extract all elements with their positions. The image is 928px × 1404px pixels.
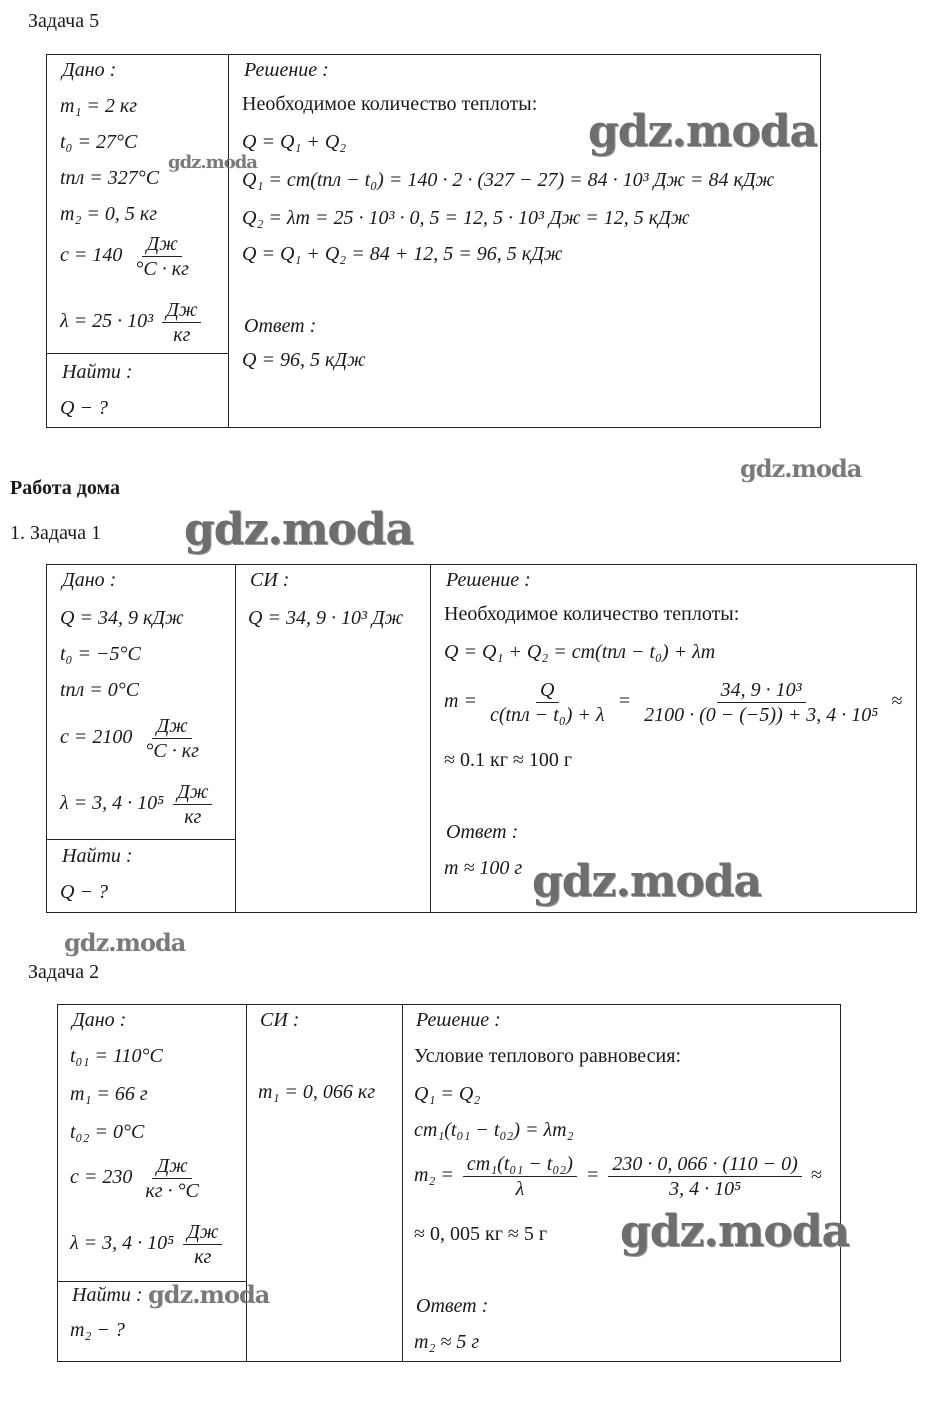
task1-given-c	[60, 716, 207, 761]
task1-c-den: °C · кг	[145, 740, 199, 762]
task1-find-divider	[46, 839, 235, 840]
task5-c-left: c = 140	[60, 244, 123, 267]
task2-answer-label: Ответ :	[416, 1295, 489, 1317]
task5-given-tpl: tпл = 327°C	[60, 167, 160, 189]
task2-solution-line-3: cm₁(t₀₁ − t₀₂) = λm₂	[414, 1119, 574, 1141]
task1-given-label: Дано :	[62, 569, 117, 591]
task1-given-tpl: tпл = 0°C	[60, 679, 140, 701]
home-heading: Работа дома	[10, 477, 120, 499]
task2-lambda-unit	[183, 1222, 222, 1267]
task5-given-c	[60, 234, 197, 279]
task2-m-left: m₂ =	[414, 1164, 454, 1187]
task1-find-label: Найти :	[62, 845, 133, 867]
task1-find-value: Q − ?	[60, 881, 108, 903]
watermark-logo: gdz.moda	[620, 1206, 850, 1257]
task1-solution-line-2: Q = Q₁ + Q₂ = cm(tпл − t₀) + λm	[444, 641, 716, 663]
task5-given-m2: m₂ = 0, 5 кг	[60, 203, 158, 225]
task5-find-label: Найти :	[62, 361, 133, 383]
watermark-logo: gdz.moda	[64, 928, 186, 957]
task1-given-t0: t₀ = −5°C	[60, 643, 141, 665]
task2-lambda-den: кг	[194, 1246, 212, 1268]
task1-f2-num: 34, 9 · 10³	[717, 680, 806, 703]
task5-heading: Задача 5	[28, 10, 100, 32]
task2-given-t02: t₀₂ = 0°C	[70, 1121, 145, 1143]
task1-given-q: Q = 34, 9 кДж	[60, 607, 184, 629]
task5-lambda-den: кг	[173, 324, 191, 346]
watermark-logo: gdz.moda	[168, 152, 257, 173]
task5-given-label: Дано :	[62, 59, 117, 81]
task2-f2-num: 230 · 0, 066 · (110 − 0)	[608, 1154, 801, 1177]
task1-solution-label: Решение :	[446, 569, 531, 591]
task1-si-value: Q = 34, 9 · 10³ Дж	[248, 607, 404, 629]
task2-answer-value: m₂ ≈ 5 г	[414, 1331, 480, 1353]
task5-solution-line-1: Необходимое количество теплоты:	[242, 93, 538, 115]
task2-c-den: кг · °C	[145, 1180, 199, 1202]
task2-solution-line-1: Условие теплового равновесия:	[414, 1045, 682, 1067]
task5-c-den: °C · кг	[135, 258, 189, 280]
task2-fraction-1	[463, 1154, 577, 1199]
task2-heading: Задача 2	[28, 961, 100, 983]
task5-solution-line-3: Q₁ = cm(tпл − t₀) = 140 · 2 · (327 − 27) = 84 · 10³ Дж = 84 кДж	[242, 169, 775, 191]
task5-lambda-num: Дж	[162, 300, 201, 323]
task1-answer-value: m ≈ 100 г	[444, 857, 523, 879]
task5-solution-line-4: Q₂ = λm = 25 · 10³ · 0, 5 = 12, 5 · 10³ Дж = 12, 5 кДж	[242, 207, 690, 229]
task2-equals: =	[585, 1164, 600, 1187]
task5-solution-line-5: Q = Q₁ + Q₂ = 84 + 12, 5 = 96, 5 кДж	[242, 243, 563, 265]
task1-f1-den: c(tпл − t₀) + λ	[489, 704, 605, 726]
task1-si-label: СИ :	[250, 569, 290, 591]
task5-divider	[228, 54, 229, 428]
task1-lambda-den: кг	[184, 806, 202, 828]
task5-given-m1: m₁ = 2 кг	[60, 95, 138, 117]
task1-divider-a	[235, 564, 236, 913]
task1-lambda-left: λ = 3, 4 · 10⁵	[60, 792, 165, 815]
task1-lambda-unit	[173, 782, 212, 827]
task1-given-lambda	[60, 782, 216, 827]
task2-find-label: Найти :	[72, 1284, 143, 1306]
task5-solution-line-2: Q = Q₁ + Q₂	[242, 131, 347, 153]
task2-result: ≈ 0, 005 кг ≈ 5 г	[414, 1223, 548, 1245]
task2-lambda-num: Дж	[183, 1222, 222, 1245]
task2-c-left: c = 230	[70, 1166, 133, 1189]
task1-answer-label: Ответ :	[446, 821, 519, 843]
task2-f1-num: cm₁(t₀₁ − t₀₂)	[463, 1154, 577, 1177]
task1-result: ≈ 0.1 кг ≈ 100 г	[444, 749, 573, 771]
task5-solution-label: Решение :	[244, 59, 329, 81]
task2-f1-den: λ	[515, 1178, 525, 1200]
task1-divider-b	[430, 564, 431, 913]
task5-given-lambda	[60, 300, 205, 345]
task2-c-unit	[141, 1156, 203, 1201]
task2-c-num: Дж	[152, 1156, 191, 1179]
task2-given-t01: t₀₁ = 110°C	[70, 1045, 163, 1067]
task1-equals: =	[617, 690, 632, 713]
task1-heading: 1. Задача 1	[10, 522, 102, 544]
task2-given-label: Дано :	[72, 1009, 127, 1031]
task1-lambda-num: Дж	[173, 782, 212, 805]
task2-given-lambda	[70, 1222, 226, 1267]
task2-f2-den: 3, 4 · 10⁵	[669, 1178, 742, 1200]
task1-solution-line-1: Необходимое количество теплоты:	[444, 603, 740, 625]
task2-solution-label: Решение :	[416, 1009, 501, 1031]
task2-approx: ≈	[810, 1164, 822, 1187]
watermark-logo: gdz.moda	[532, 856, 762, 907]
task5-lambda-unit	[162, 300, 201, 345]
watermark-logo: gdz.moda	[148, 1280, 270, 1309]
task5-c-unit	[131, 234, 193, 279]
task5-find-value: Q − ?	[60, 397, 108, 419]
task1-m-left: m =	[444, 690, 477, 713]
task2-fraction-2	[608, 1154, 801, 1199]
task2-lambda-left: λ = 3, 4 · 10⁵	[70, 1232, 175, 1255]
task1-f1-num: Q	[536, 680, 558, 703]
watermark-logo: gdz.moda	[184, 504, 414, 555]
task5-c-num: Дж	[142, 234, 181, 257]
task2-divider-b	[402, 1004, 403, 1362]
task5-given-t0: t₀ = 27°C	[60, 131, 138, 153]
task5-find-divider	[46, 353, 228, 354]
task1-formula	[444, 680, 902, 725]
task2-formula	[414, 1154, 822, 1199]
task2-find-value: m₂ − ?	[70, 1319, 125, 1341]
watermark-logo: gdz.moda	[588, 106, 818, 157]
task2-si-value: m₁ = 0, 066 кг	[258, 1081, 376, 1103]
task2-given-c	[70, 1156, 207, 1201]
task2-si-label: СИ :	[260, 1009, 300, 1031]
watermark-logo: gdz.moda	[740, 454, 862, 483]
task1-fraction-2	[640, 680, 882, 725]
task1-c-unit	[141, 716, 203, 761]
task2-given-m1: m₁ = 66 г	[70, 1083, 148, 1105]
task1-approx: ≈	[891, 690, 903, 713]
task2-solution-line-2: Q₁ = Q₂	[414, 1083, 481, 1105]
task1-c-num: Дж	[152, 716, 191, 739]
task5-answer-label: Ответ :	[244, 315, 317, 337]
task1-fraction-1	[486, 680, 609, 725]
task1-c-left: c = 2100	[60, 726, 133, 749]
task1-f2-den: 2100 · (0 − (−5)) + 3, 4 · 10⁵	[644, 704, 879, 726]
task5-lambda-left: λ = 25 · 10³	[60, 310, 154, 333]
task5-answer-value: Q = 96, 5 кДж	[242, 349, 366, 371]
